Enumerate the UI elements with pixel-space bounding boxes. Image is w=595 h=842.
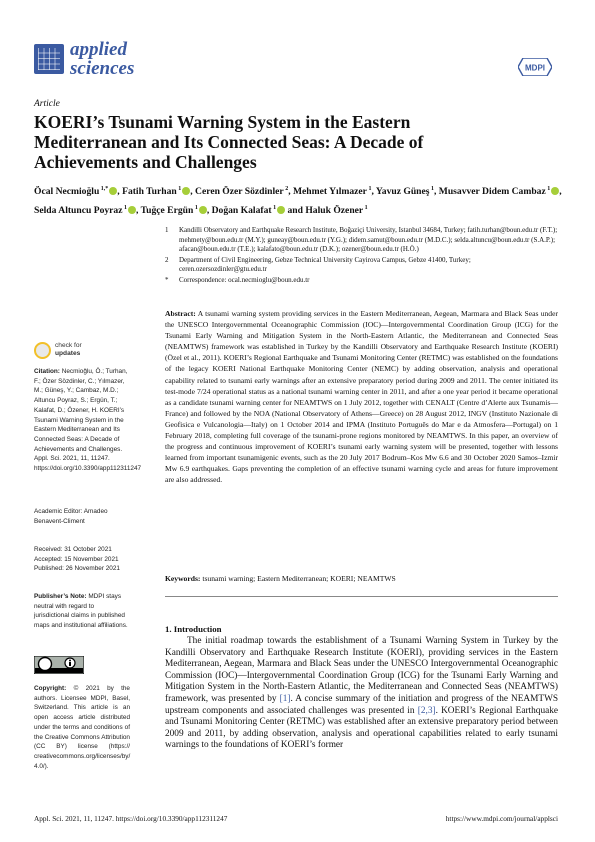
author-name: Musavver Didem Cambaz (438, 186, 546, 198)
affiliation-text: Kandilli Observatory and Earthquake Research Institute, Boğaziçi University, Istanbul 34684, Turkey; fatih.turhan@boun.edu.tr (F.T.); mehmety@boun.edu.tr (M.Y.); guneay@boun.edu.tr (Y.G.); didem.samut@boun.edu.tr (M.D.C.); selda.altuncu@boun.edu.tr (S.A.P.); afacan@boun.edu.tr (T.E.); kalafato@boun.edu.tr (D.K.); ozener@boun.edu.tr (H.Ö.) (179, 226, 558, 254)
cc-by-license-icon[interactable] (34, 656, 84, 674)
academic-editor (34, 507, 130, 526)
publication-dates (34, 545, 130, 574)
paper-title: KOERI’s Tsunami Warning System in the Eastern Mediterranean and Its Connected Seas: A Decade of Achievements and Challenges (34, 112, 424, 172)
author-affiliation-number: 1,* (99, 186, 109, 192)
check-updates-icon (34, 342, 51, 359)
author[interactable] (212, 205, 285, 216)
orcid-icon[interactable] (109, 187, 117, 195)
journal-name[interactable] (70, 40, 134, 78)
affiliation-text: Department of Civil Engineering, Gebze Technical University Cayirova Campus, Gebze 41400, Turkey; ceren.ozersozdinler@gtu.edu.tr (179, 255, 471, 274)
author[interactable] (305, 205, 367, 216)
author-name: Selda Altuncu Poyraz (34, 205, 123, 217)
author-affiliation-number: 1 (271, 205, 277, 212)
section-heading: 1. Introduction (165, 624, 222, 634)
author-affiliation-number: 2 (283, 186, 289, 192)
accepted-date: Accepted: 15 November 2021 (34, 555, 119, 563)
author-name: Tuğçe Ergün (140, 205, 194, 217)
orcid-icon[interactable] (277, 206, 285, 214)
orcid-icon[interactable] (551, 187, 559, 195)
check-updates-line2: updates (55, 350, 81, 357)
author-name: Mehmet Yılmazer (292, 186, 367, 198)
author-affiliation-number: 1 (545, 186, 551, 192)
author[interactable] (376, 186, 434, 197)
check-for-updates-button[interactable] (34, 340, 124, 362)
editor-name: Amadeo Benavent-Climent (34, 508, 108, 525)
author[interactable] (34, 205, 136, 216)
publisher-note (34, 592, 130, 631)
intro-text-1: The initial roadmap towards the establishment of a Tsunami Warning System in Turkey by the Kandilli Observatory and Earthquake Research Institute (KOERI), providing services in the Eastern Mediterranean, Aegean, Marmara and Black Seas under the UNESCO Intergovernmental Oceanographic Commission (IOC)—Intergovernmental Coordination Group (ICG) for the Tsunami Early Warning and Mitigation System in the North-Eastern Atlantic, the Mediterranean and Connected Seas (NEAMTWS) framework, was presented by (165, 636, 558, 704)
author[interactable] (122, 186, 190, 197)
divider (165, 596, 558, 597)
mdpi-logo-text: MDPI (525, 63, 545, 73)
citation-label: Citation: (34, 368, 60, 375)
author[interactable] (195, 186, 288, 197)
affiliation-text: Correspondence: ocal.necmioglu@boun.edu.tr (179, 275, 310, 284)
journal-name-line2: sciences (70, 58, 135, 79)
affiliation-number: * (165, 275, 169, 284)
keywords (165, 573, 558, 584)
author-affiliation-number: 1 (176, 186, 182, 192)
article-type: Article (34, 99, 60, 109)
mdpi-logo[interactable] (518, 58, 552, 76)
orcid-icon[interactable] (199, 206, 207, 214)
author-affiliation-number: 1 (193, 205, 198, 212)
keywords-text: tsunami warning; Eastern Mediterranean; KOERI; NEAMTWS (202, 574, 396, 583)
citation-block (34, 367, 142, 474)
author-affiliation-number: 1 (122, 205, 127, 212)
copyright-notice (34, 684, 130, 771)
affiliation-item (165, 276, 560, 286)
affiliation-number: 1 (165, 226, 169, 234)
author-affiliation-number: 1 (366, 186, 372, 192)
copyright-label: Copyright: (34, 685, 67, 692)
received-date: Received: 31 October 2021 (34, 546, 112, 553)
affiliation-number: 2 (165, 255, 169, 264)
author-affiliation-number: 1 (363, 205, 368, 212)
reference-link[interactable]: [2,3] (417, 705, 436, 716)
reference-link[interactable]: [1] (279, 693, 291, 704)
author-name: Öcal Necmioğlu (34, 186, 100, 198)
author[interactable] (293, 186, 371, 197)
editor-label: Academic Editor: (34, 508, 83, 515)
intro-text-3: . KOERI’s Regional Earthquake and Tsunami Monitoring Center (RETMC) was established after an extensive preparatory period between 2009 and 2011, by adding observation, analysis and operational capabilities related to early tsunami warnings to the foundations of KOERI’s former (165, 705, 558, 751)
abstract (165, 308, 558, 486)
footer-url[interactable]: https://www.mdpi.com/journal/applsci (445, 814, 558, 823)
publisher-note-text: MDPI stays neutral with regard to jurisdictional claims in published maps and institutional affiliations. (34, 593, 128, 630)
keywords-label: Keywords: (165, 574, 201, 583)
author-affiliation-number: 1 (429, 186, 434, 192)
author-name: Doğan Kalafat (211, 205, 272, 217)
affiliations (165, 226, 560, 287)
intro-paragraph (165, 636, 558, 752)
copyright-text: © 2021 by the authors. Licensee MDPI, Basel, Switzerland. This article is an open access article distributed under the terms and conditions of the Creative Commons Attribution (CC BY) license (https:// creativecommons.org/licenses/by/ 4.0/). (34, 685, 131, 770)
abstract-text: A tsunami warning system providing services in the Eastern Mediterranean, Aegean, Marmara and Black Seas under the UNESCO Intergovernmental Oceanographic Commission (IOC)—Intergovernmental Coordination Group (ICG) for the Tsunami Early Warning and Mitigation System in the North-Eastern Atlantic, the Mediterranean and Connected Seas (NEAMTWS) framework was established in Turkey by the Kandilli Observatory and Earthquake Research Institute (KOERI) (Özel et al., 2011). KOERI’s Regional Earthquake and Tsunami Monitoring Center (RETMC) was established on the foundations of the legacy KOERI National Earthquake Monitoring Center (NEMC) by adding observation, analysis and operational capability related to tsunami early warnings after an extensive preparatory period during 2009 and 2011. The center initiated its test-mode 7/24 operational status as a national tsunami warning center in 2011, and after a one year period it became operational as a candidate tsunami warning center for NEAMTWS on 1 July 2012, together with CENALT (Centre d’Alerte aux Tsunamis—France) and followed by the NOA (National Observatory of Athens—Greece) on 28 August 2012, INGV (Instituto Nazionale di Geofisica e Vulcanologia—Italy) on 1 October 2014 and IPMA (Instituto Português do Mar e da Atmosfera—Portugal) on 1 February 2018, completing full coverage of the tsunami-prone regions monitored by NEAMTWS. In this paper, an overview of the progress and continuous improvement of KOERI’s tsunami early warning system will be presented, together with lessons learned from important tsunamigenic events, such as the 20 July 2017 Bodrum–Kos Mw 6.6 and 30 October 2020 Samos–Izmir Mw 6.9 earthquakes. Gaps preventing the completion of an effective tsunami warning cycle and areas for future improvement are also addressed. (165, 309, 559, 485)
page-footer (34, 814, 558, 823)
author[interactable] (439, 186, 559, 197)
author-name: Haluk Özener (305, 205, 364, 217)
published-date: Published: 26 November 2021 (34, 565, 120, 573)
affiliation-item (165, 256, 560, 275)
footer-citation: Appl. Sci. 2021, 11, 11247. https://doi.org/10.3390/app112311247 (34, 814, 228, 823)
author[interactable] (34, 186, 117, 197)
publisher-note-label: Publisher’s Note: (34, 593, 87, 600)
orcid-icon[interactable] (128, 206, 136, 214)
citation-text: Necmioğlu, Ö.; Turhan, F.; Özer Sözdinler, C.; Yılmazer, M.; Güneş, Y.; Cambaz, M.D.; Altuncu Poyraz, S.; Ergün, T.; Kalafat, D.; Özener, H. KOERI’s Tsunami Warning System in the Eastern Mediterranean and Its Connected Seas: A Decade of Achievements and Challenges. Appl. Sci. 2021, 11, 11247. https://doi.org/10.3390/app112311247 (34, 368, 142, 473)
author-name: Ceren Özer Sözdinler (195, 186, 284, 198)
intro-text-2: . A concise summary of the initiation and progress of the NEAMTWS upstream components and associated challenges was presented in (165, 693, 559, 716)
author[interactable] (141, 205, 207, 216)
abstract-label: Abstract: (165, 309, 196, 318)
journal-name-line1: applied (70, 39, 127, 60)
affiliation-item (165, 226, 560, 255)
author-name: Yavuz Güneş (375, 186, 430, 198)
author-list: Öcal Necmioğlu $^{1,*}$ , Fatih Turhan $^1$ , Ceren Özer Sözdinler $^2$, Mehmet Yılmazer $^1$, Yavuz Güneş $^1$, Musavver Didem Cambaz $^1$ , Selda Altuncu Poyraz $^1$ , Tuğçe Ergün $^1$ , Doğan Kalafat $^1$ and Haluk Özener $^1$ (34, 186, 562, 217)
orcid-icon[interactable] (182, 187, 190, 195)
check-updates-line1: check for (55, 342, 82, 349)
author-name: Fatih Turhan (122, 186, 177, 198)
journal-logo (34, 44, 64, 74)
